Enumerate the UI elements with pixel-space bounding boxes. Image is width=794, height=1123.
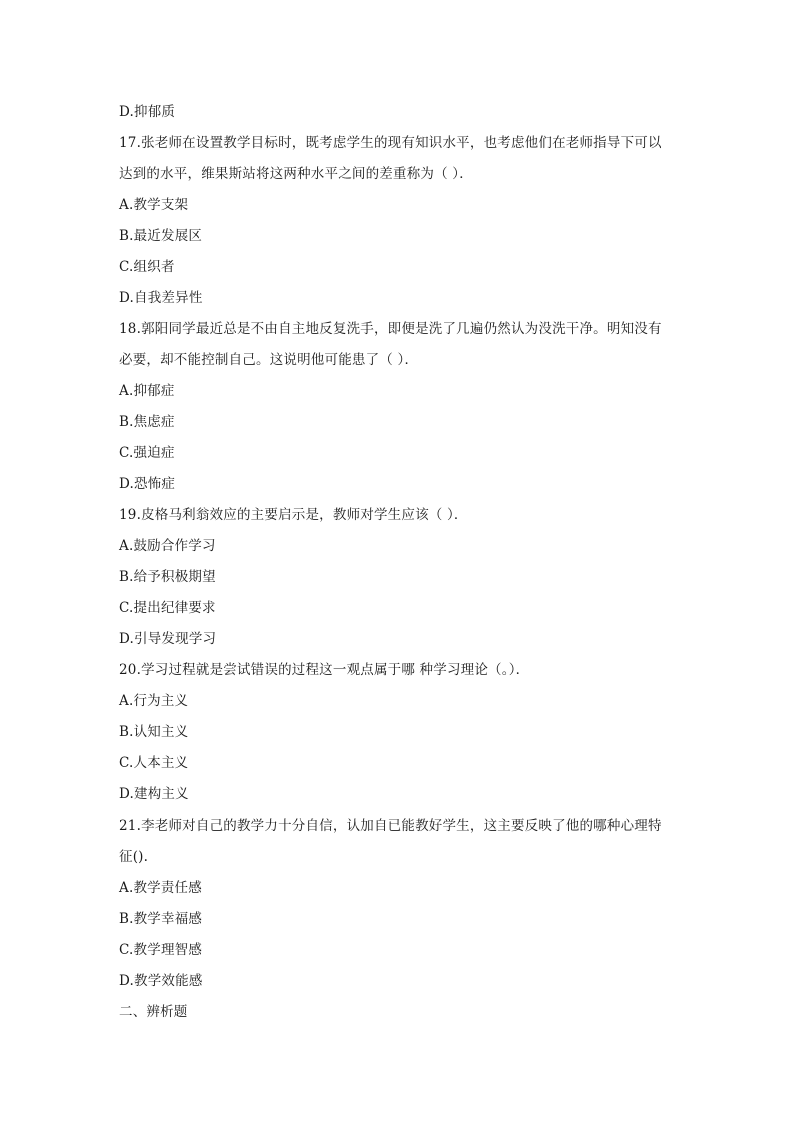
option-20-c: C.人本主义 xyxy=(119,755,189,771)
question-19: 19.皮格马利翁效应的主要启示是，教师对学生应该（ ）． xyxy=(119,507,468,523)
option-18-b: B.焦虑症 xyxy=(119,414,175,430)
option-18-d: D.恐怖症 xyxy=(119,476,176,492)
option-17-d: D.自我差异性 xyxy=(119,290,203,306)
option-21-d: D.教学效能感 xyxy=(119,973,203,989)
question-17-line-1: 17.张老师在设置教学目标时，既考虑学生的现有知识水平，也考虑他们在老师指导下可以 xyxy=(119,135,662,151)
option-19-b: B.给予积极期望 xyxy=(119,569,216,585)
option-21-a: A.教学责任感 xyxy=(119,880,202,896)
option-18-c: C.强迫症 xyxy=(119,445,175,461)
option-19-a: A.鼓励合作学习 xyxy=(119,538,216,554)
question-21-line-2: 征(). xyxy=(119,849,149,865)
option-19-d: D.引导发现学习 xyxy=(119,631,217,647)
question-18-line-1: 18.郭阳同学最近总是不由自主地反复洗手，即便是洗了几遍仍然认为没洗干净。明知没有 xyxy=(119,321,662,337)
option-17-b: B.最近发展区 xyxy=(119,228,203,244)
question-21-line-1: 21.李老师对自己的教学力十分自信，认加自已能教好学生，这主要反映了他的哪种心理特 xyxy=(119,818,662,834)
option-16-d: D.抑郁质 xyxy=(119,104,176,120)
section-heading-analysis: 二、辨析题 xyxy=(119,1004,188,1020)
option-20-b: B.认知主义 xyxy=(119,724,189,740)
option-21-c: C.教学理智感 xyxy=(119,942,203,958)
option-18-a: A.抑郁症 xyxy=(119,383,175,399)
option-19-c: C.提出纪律要求 xyxy=(119,600,216,616)
question-18-line-2: 必要，却不能控制自己。这说明他可能患了（ ）． xyxy=(119,352,419,368)
question-20: 20.学习过程就是尝试错误的过程这一观点属于哪 种学习理论（。）． xyxy=(119,662,530,678)
option-21-b: B.教学幸福感 xyxy=(119,911,203,927)
option-20-d: D.建构主义 xyxy=(119,786,189,802)
option-20-a: A.行为主义 xyxy=(119,693,189,709)
question-17-line-2: 达到的水平，维果斯站将这两种水平之间的差重称为（ ）． xyxy=(119,166,473,182)
option-17-a: A.教学支架 xyxy=(119,197,189,213)
option-17-c: C.组织者 xyxy=(119,259,175,275)
